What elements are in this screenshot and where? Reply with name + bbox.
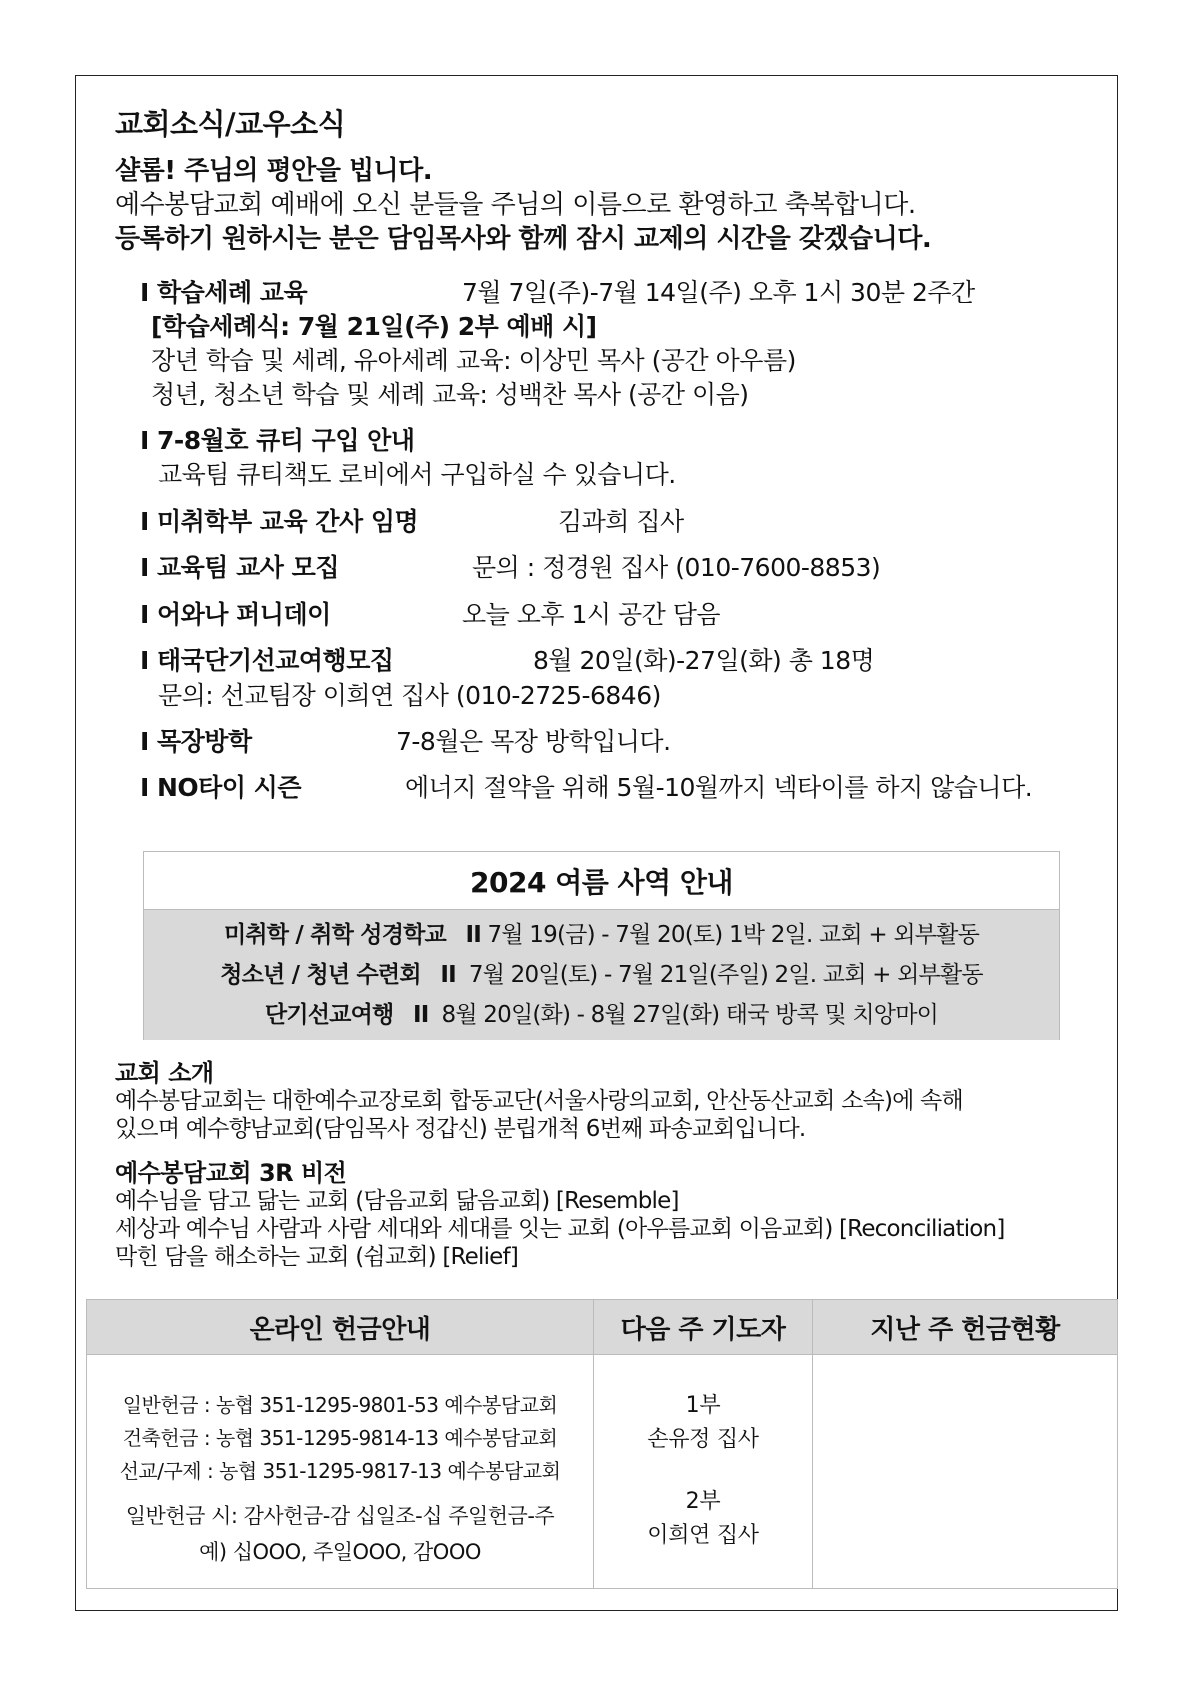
prayer-service-2: 2부 (685, 1489, 721, 1514)
summer-row-detail: 7월 20일(토) - 7월 21일(주일) 2일. 교회 + 외부활동 (468, 962, 983, 988)
offering-note (88, 1498, 592, 1570)
item-preschool-info: 김과희 집사 (558, 507, 684, 536)
summer-row-name: 미취학 / 취학 성경학교 (223, 922, 446, 948)
item-qt-title: I 7-8월호 큐티 구입 안내 (140, 426, 415, 455)
item-baptism-line2: 청년, 청소년 학습 및 세례 교육: 성백찬 목사 (공간 이음) (151, 380, 749, 409)
item-penny-info: 오늘 오후 1시 공간 담음 (462, 600, 721, 629)
offering-note-line2: 예) 십OOO, 주일OOO, 감OOO (199, 1540, 481, 1564)
vision-line1: 예수님을 담고 닮는 교회 (담음교회 닮음교회) [Resemble] (115, 1188, 679, 1214)
page-title: 교회소식/교우소식 (115, 107, 346, 141)
summer-row (265, 995, 938, 1035)
item-baptism-ceremony: [학습세례식: 7월 21일(주) 2부 예배 시] (151, 312, 597, 341)
summer-row-detail: 7월 19(금) - 7월 20(토) 1박 2일. 교회 + 외부활동 (487, 922, 980, 948)
item-qt-line1: 교육팀 큐티책도 로비에서 구입하실 수 있습니다. (158, 460, 676, 489)
summer-row-separator: II (465, 922, 482, 948)
item-baptism-title: I 학습세례 교육 (140, 278, 308, 307)
summer-row (220, 955, 983, 995)
item-teachers-title: I 교육팀 교사 모집 (140, 553, 339, 582)
summer-row-separator: II (412, 1002, 429, 1028)
summer-row-detail: 8월 20일(화) - 8월 27일(화) 태국 방콕 및 치앙마이 (441, 1002, 939, 1028)
intro-title: 교회 소개 (115, 1059, 214, 1087)
item-preschool-title: I 미취학부 교육 간사 임명 (140, 507, 419, 536)
prayer-person-1: 손유정 집사 (647, 1427, 759, 1452)
item-cell-info: 7-8월은 목장 방학입니다. (396, 727, 671, 756)
prayer-person-2: 이희연 집사 (647, 1523, 759, 1548)
offering-table (86, 1299, 1118, 1589)
summer-row-name: 단기선교여행 (264, 1002, 394, 1028)
prayer-header: 다음 주 기도자 (594, 1300, 813, 1355)
summer-row-separator: II (440, 962, 456, 988)
item-mission-line1: 문의: 선교팀장 이희연 집사 (010-2725-6846) (158, 681, 661, 710)
vision-line3: 막힌 담을 해소하는 교회 (쉼교회) [Relief] (115, 1244, 519, 1270)
last-week-offering-cell (813, 1355, 1118, 1589)
last-week-offering-header: 지난 주 헌금현황 (813, 1300, 1118, 1355)
item-notie-info: 에너지 절약을 위해 5월-10월까지 넥타이를 하지 않습니다. (405, 773, 1033, 802)
account-building: 건축헌금 : 농협 351-1295-9814-13 예수봉담교회 (122, 1426, 558, 1450)
intro-line2: 있으며 예수향남교회(담임목사 정갑신) 분립개척 6번째 파송교회입니다. (115, 1116, 806, 1142)
summer-title: 2024 여름 사역 안내 (144, 852, 1059, 910)
item-teachers-info: 문의 : 정경원 집사 (010-7600-8853) (472, 553, 881, 582)
online-offering-cell (87, 1355, 594, 1589)
item-penny-title: I 어와나 퍼니데이 (140, 600, 331, 629)
summer-ministry-box (143, 851, 1060, 1040)
summer-row-name: 청소년 / 청년 수련회 (220, 962, 421, 988)
welcome-text: 예수봉담교회 예배에 오신 분들을 주님의 이름으로 환영하고 축복합니다. (115, 190, 916, 220)
item-notie-title: I NO타이 시즌 (140, 773, 301, 802)
item-cell-title: I 목장방학 (140, 727, 252, 756)
item-baptism-line1: 장년 학습 및 세례, 유아세례 교육: 이상민 목사 (공간 아우름) (151, 346, 796, 375)
vision-title: 예수봉담교회 3R 비전 (115, 1159, 347, 1187)
account-general: 일반헌금 : 농협 351-1295-9801-53 예수봉담교회 (122, 1393, 558, 1417)
register-text: 등록하기 원하시는 분은 담임목사와 함께 잠시 교제의 시간을 갖겠습니다. (115, 224, 932, 254)
intro-line1: 예수봉담교회는 대한예수교장로회 합동교단(서울사랑의교회, 안산동산교회 소속)에 속해 (115, 1088, 963, 1114)
offering-note-line1: 일반헌금 시: 감사헌금-감 십일조-십 주일헌금-주 (125, 1504, 555, 1528)
online-offering-header: 온라인 헌금안내 (87, 1300, 594, 1355)
greeting: 샬롬! 주님의 평안을 빕니다. (115, 156, 433, 186)
summer-row (224, 915, 979, 955)
vision-line2: 세상과 예수님 사람과 사람 세대와 세대를 잇는 교회 (아우름교회 이음교회) [Reconciliation] (115, 1216, 1005, 1242)
item-baptism-info: 7월 7일(주)-7월 14일(주) 오후 1시 30분 2주간 (462, 278, 975, 307)
summer-list (144, 910, 1059, 1040)
item-mission-info: 8월 20일(화)-27일(화) 총 18명 (533, 646, 875, 675)
prayer-service-1: 1부 (685, 1393, 721, 1418)
prayer-cell (594, 1355, 813, 1589)
item-mission-title: I 태국단기선교여행모집 (140, 646, 394, 675)
account-mission: 선교/구제 : 농협 351-1295-9817-13 예수봉담교회 (119, 1459, 561, 1483)
